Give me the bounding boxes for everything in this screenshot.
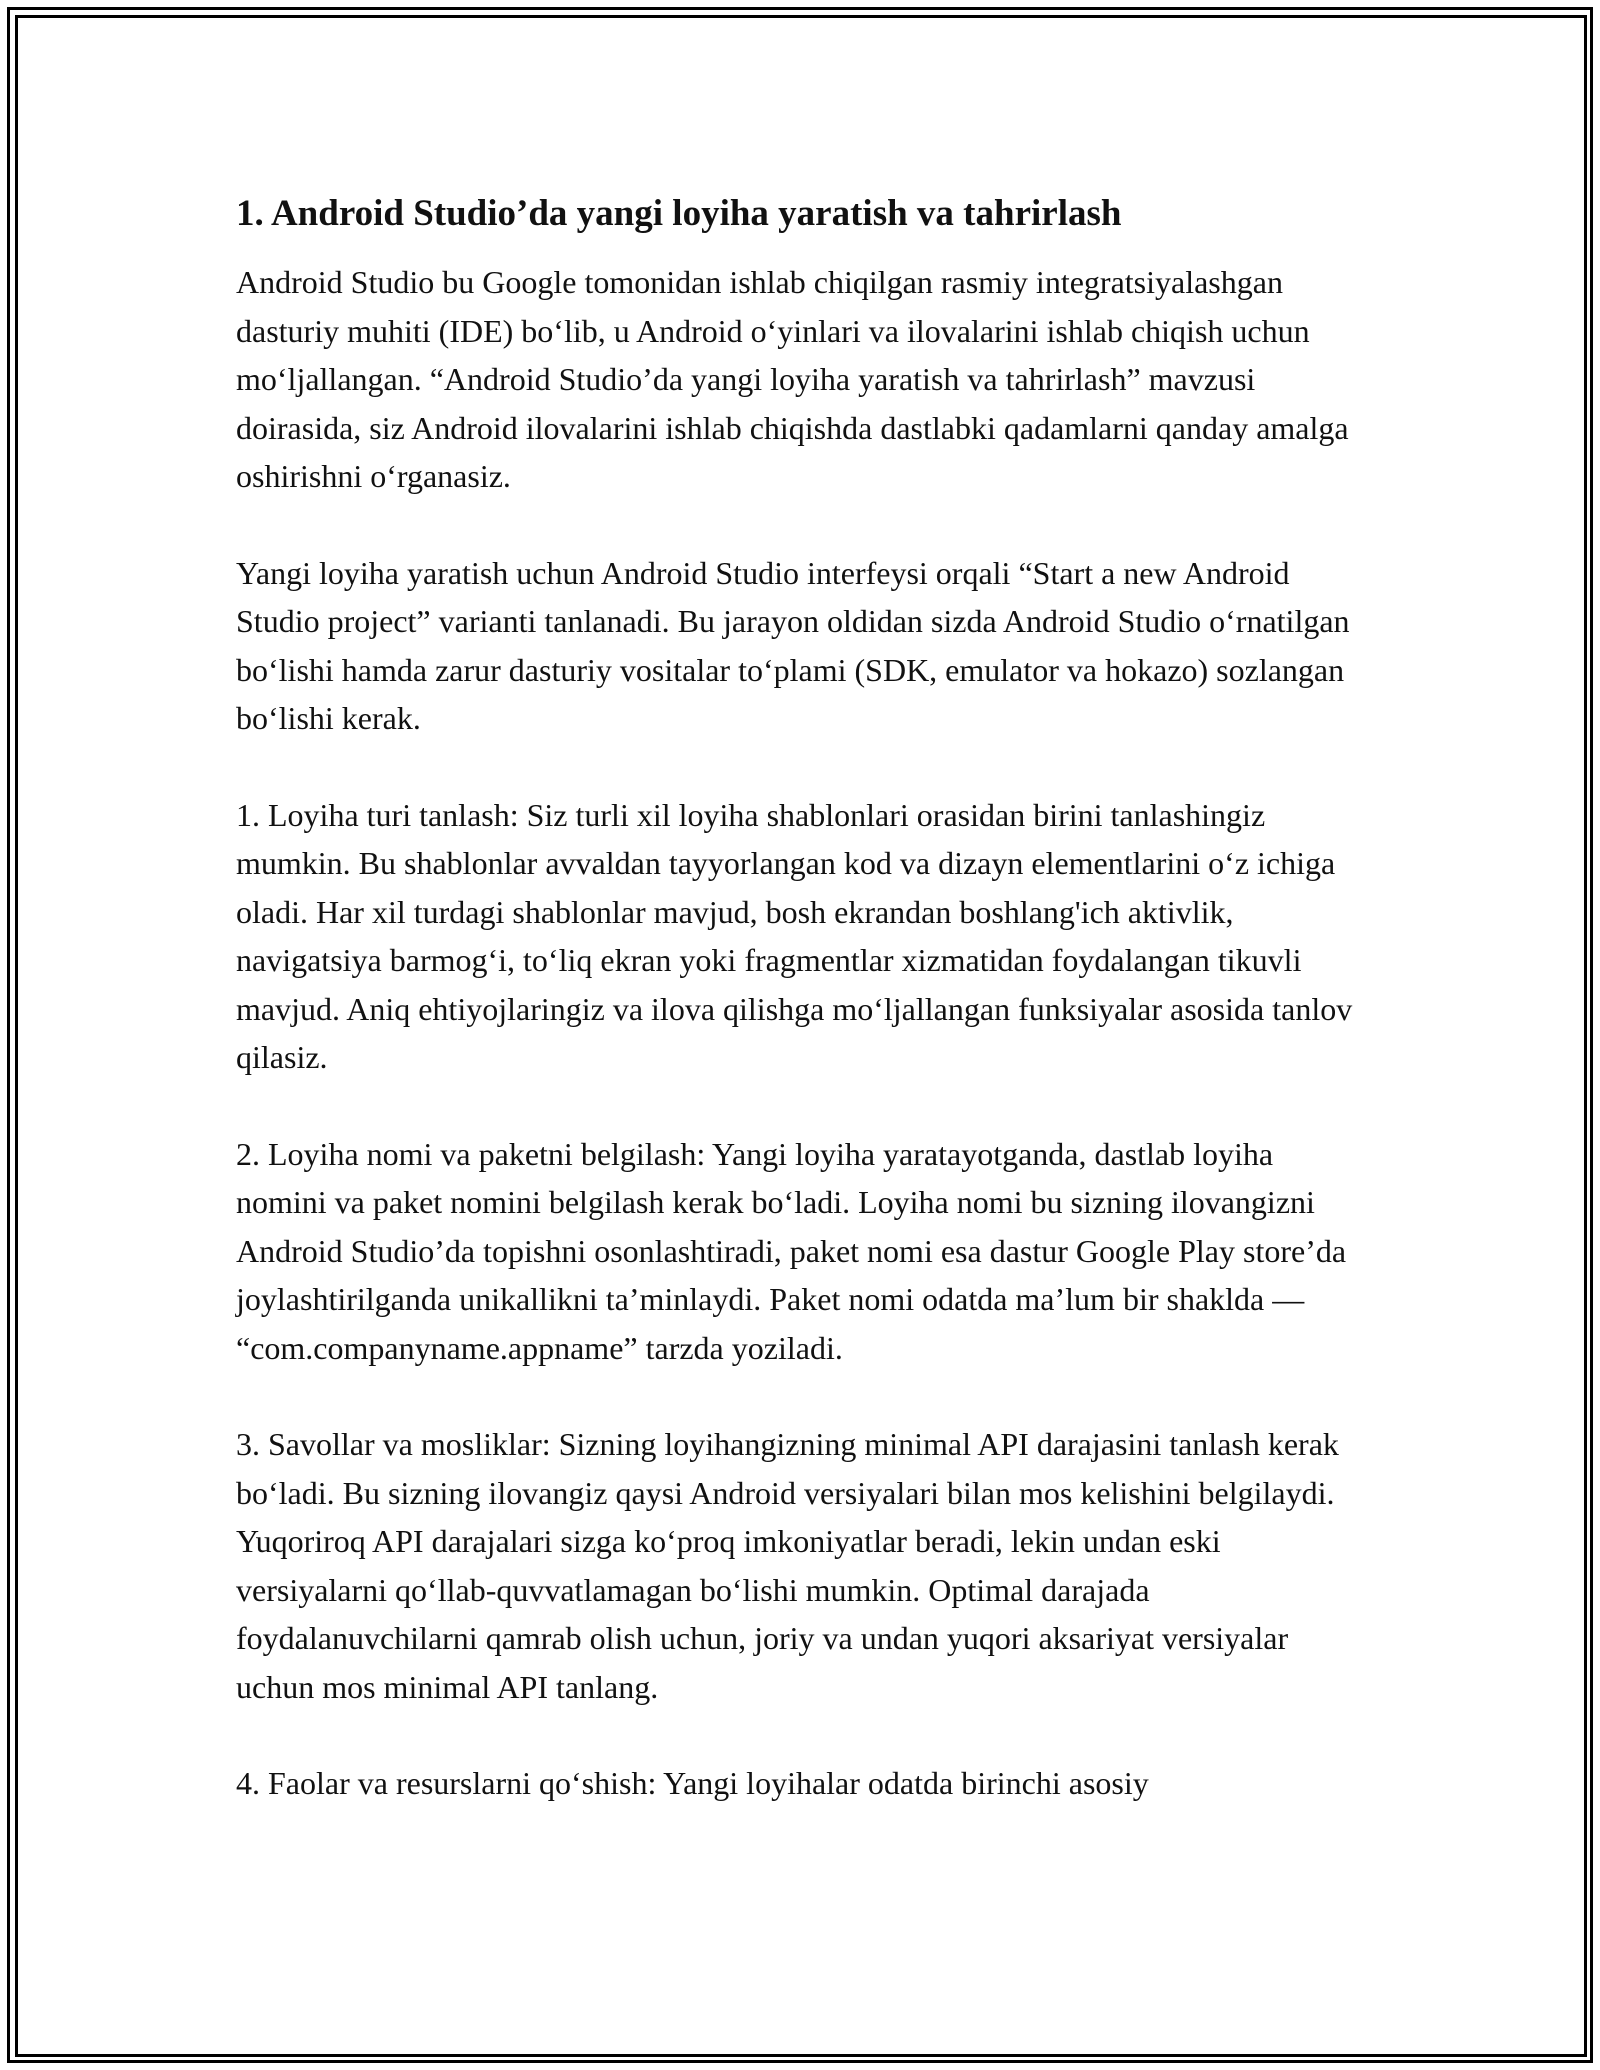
paragraph-intro: Android Studio bu Google tomonidan ishlab chiqilgan rasmiy integratsiyalashgan dasturiy muhiti (IDE) bo‘lib, u Android o‘yinlari va ilovalarini ishlab chiqish uchun mo‘ljallangan. “Android Studio’da yangi loyiha yaratish va tahrirlash” mavzusi doirasida, siz Android ilovalarini ishlab chiqishda dastlabki qadamlarni qanday amalga oshirishni o‘rganasiz.: [236, 264, 1349, 494]
paragraph-new-project: Yangi loyiha yaratish uchun Android Studio interfeysi orqali “Start a new Android Studio project” varianti tanlanadi. Bu jarayon oldidan sizda Android Studio o‘rnatilgan bo‘lishi hamda zarur dasturiy vositalar to‘plami (SDK, emulator va hokazo) sozlangan bo‘lishi kerak.: [236, 554, 1350, 736]
paragraph-step-3-api-level: 3. Savollar va mosliklar: Sizning loyihangizning minimal API darajasini tanlash kerak bo‘ladi. Bu sizning ilovangiz qaysi Android versiyalari bilan mos kelishini belgilaydi. Yuqoriroq API darajalari sizga ko‘proq imkoniyatlar beradi, lekin undan eski versiyalarni qo‘llab-quvvatlamagan bo‘lishi mumkin. Optimal darajada foydalanuvchilarni qamrab olish uchun, joriy va undan yuqori aksariyat versiyalar uchun mos minimal API tanlang.: [236, 1426, 1339, 1705]
document-title: 1. Android Studio’da yangi loyiha yaratish va tahrirlash: [236, 193, 1122, 234]
document-body: [236, 188, 1364, 1856]
paragraph-step-1-project-type: 1. Loyiha turi tanlash: Siz turli xil loyiha shablonlari orasidan birini tanlashingiz mumkin. Bu shablonlar avvaldan tayyorlangan kod va dizayn elementlarini o‘z ichiga oladi. Har xil turdagi shablonlar mavjud, bosh ekrandan boshlang'ich aktivlik, navigatsiya barmog‘i, to‘liq ekran yoki fragmentlar xizmatidan foydalangan tikuvli mavjud. Aniq ehtiyojlaringiz va ilova qilishga mo‘ljallangan funksiyalar asosida tanlov qilasiz.: [236, 796, 1353, 1075]
paragraph-step-2-name-package: 2. Loyiha nomi va paketni belgilash: Yangi loyiha yaratayotganda, dastlab loyiha nomini va paket nomini belgilash kerak bo‘ladi. Loyiha nomi bu sizning ilovangizni Android Studio’da topishni osonlashtiradi, paket nomi esa dastur Google Play store’da joylashtirilganda unikallikni ta’minlaydi. Paket nomi odatda ma’lum bir shaklda — “com.companyname.appname” tarzda yoziladi.: [236, 1135, 1347, 1366]
paragraph-step-4-activities-resources: 4. Faolar va resurslarni qo‘shish: Yangi loyihalar odatda birinchi asosiy: [236, 1765, 1149, 1801]
